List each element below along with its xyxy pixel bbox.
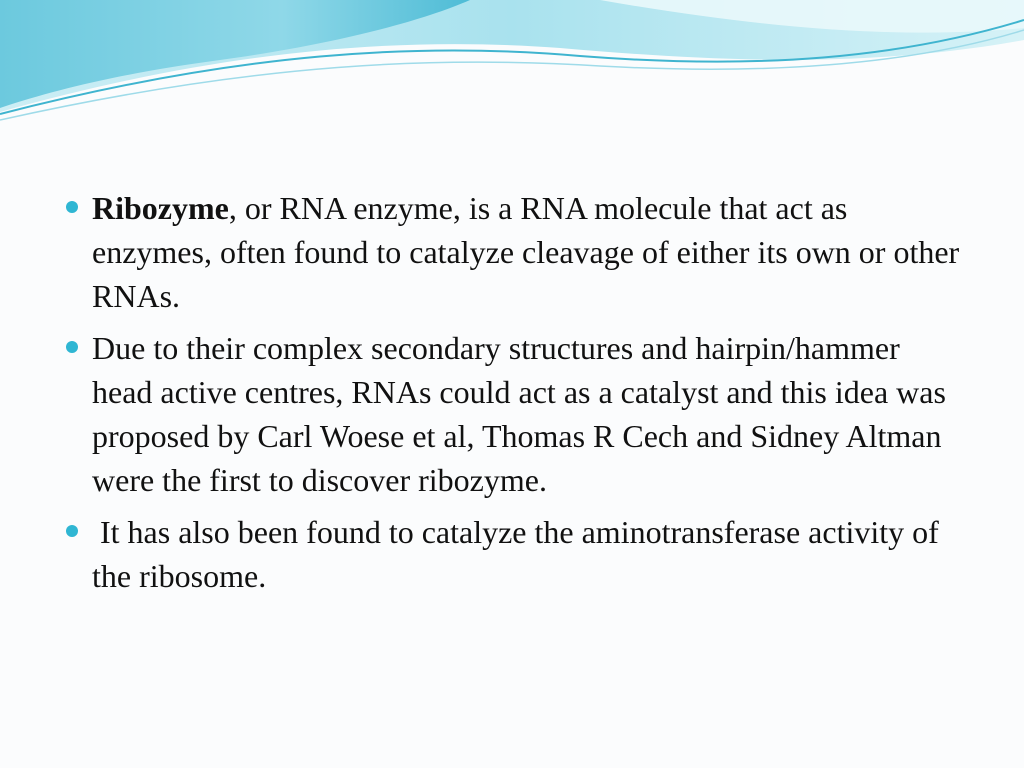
bullet-bold-term: Ribozyme [92, 190, 229, 226]
bullet-list [64, 186, 964, 598]
bullet-item-ribozyme [64, 186, 964, 318]
bullet-text: , or RNA enzyme, is a RNA molecule that act as enzymes, often found to catalyze cleavage of either its own or other RNAs. [92, 190, 960, 314]
bullet-dot-icon [66, 201, 78, 213]
header-wave-decoration [0, 0, 1024, 130]
bullet-dot-icon [66, 341, 78, 353]
bullet-text: It has also been found to catalyze the aminotransferase activity of the ribosome. [92, 514, 947, 594]
bullet-text: Due to their complex secondary structures and hairpin/hammer head active centres, RNAs could act as a catalyst and this idea was proposed by Carl Woese et al, Thomas R Cech and Sidney Altman were the first to discover ribozyme. [92, 330, 946, 498]
bullet-item-aminotransferase [64, 510, 964, 598]
slide-content [64, 186, 964, 606]
bullet-dot-icon [66, 525, 78, 537]
bullet-item-structures [64, 326, 964, 502]
